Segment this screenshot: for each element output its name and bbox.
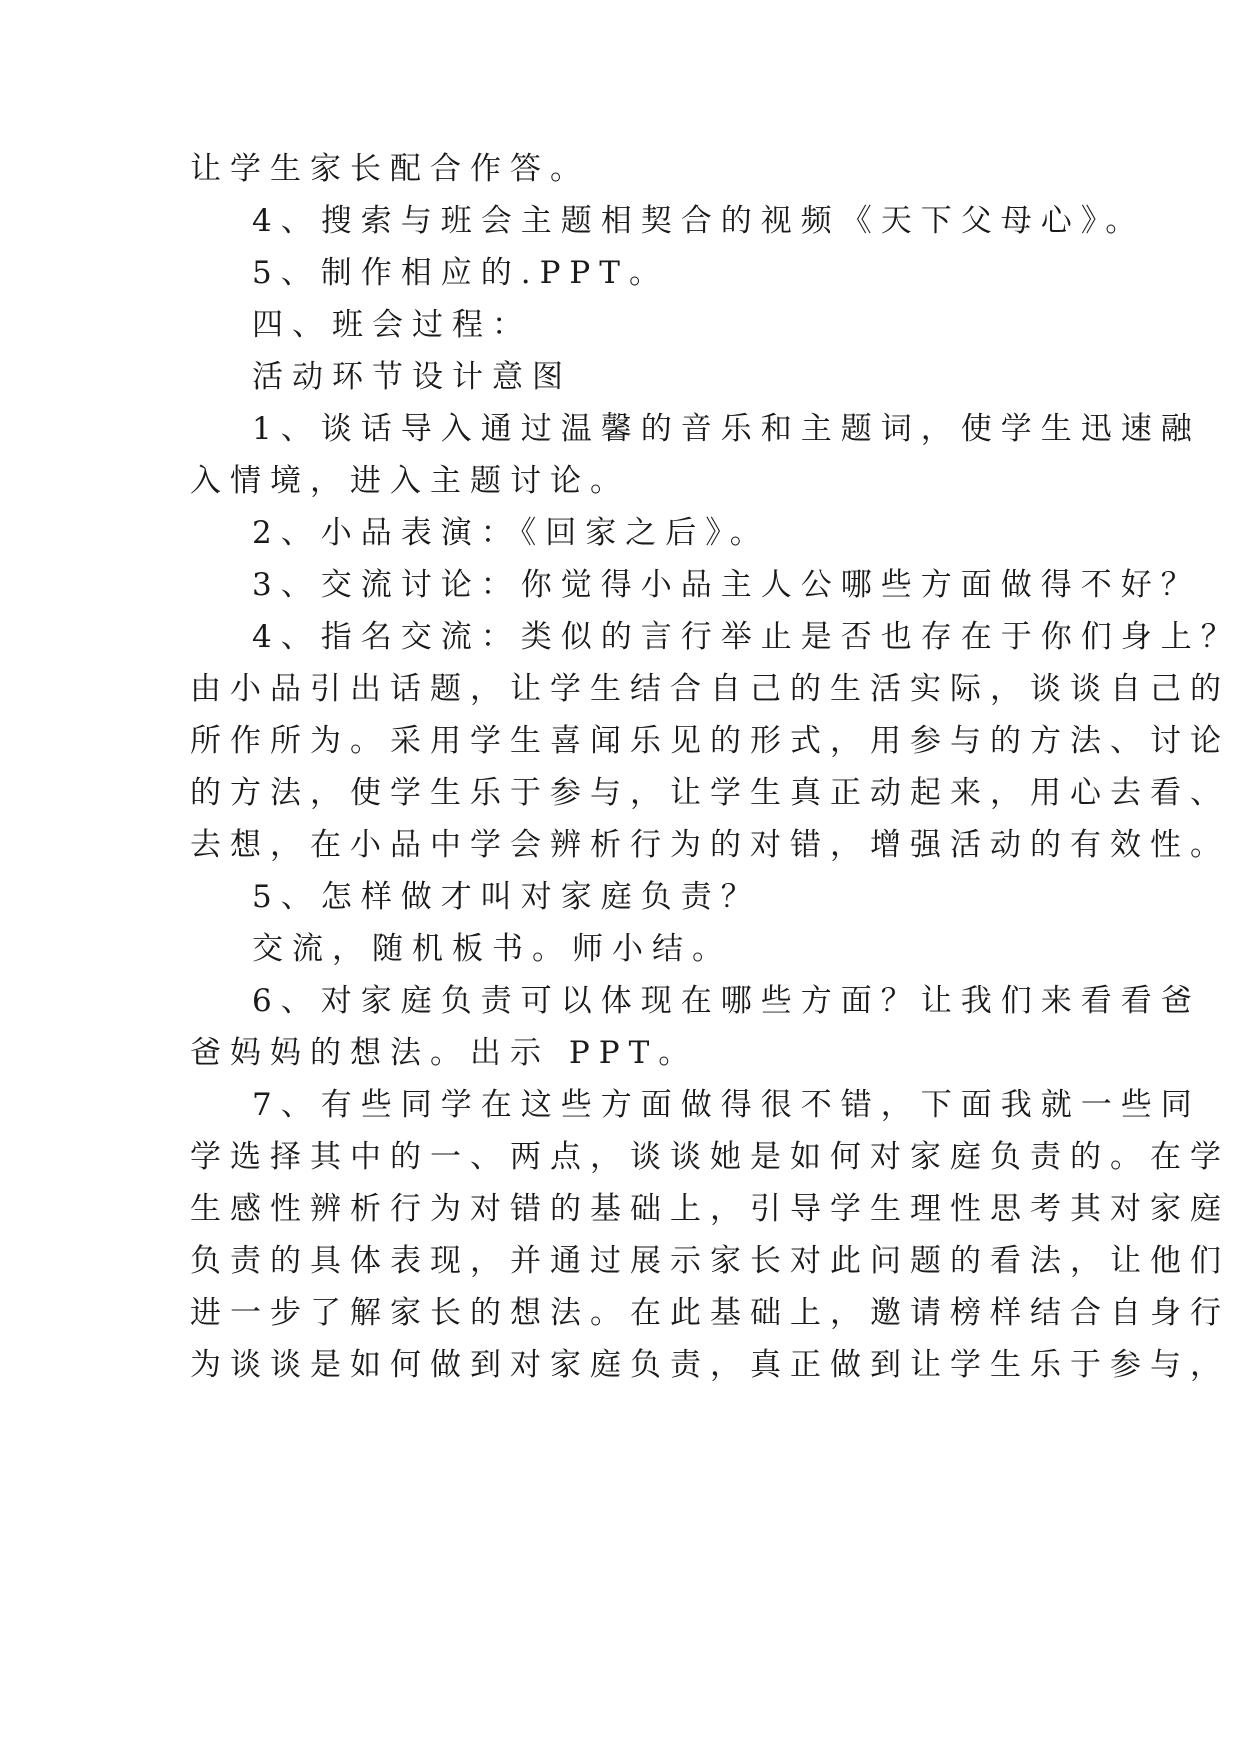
paragraph-line: 的方法，使学生乐于参与，让学生真正动起来，用心去看、 xyxy=(190,775,1230,811)
paragraph-line: 所作所为。采用学生喜闻乐见的形式，用参与的方法、讨论 xyxy=(190,723,1230,759)
paragraph-line: 去想，在小品中学会辨析行为的对错，增强活动的有效性。 xyxy=(190,827,1230,863)
paragraph-line: 学选择其中的一、两点，谈谈她是如何对家庭负责的。在学 xyxy=(190,1139,1230,1175)
paragraph-line: 交流，随机板书。师小结。 xyxy=(252,931,732,967)
list-item: 7、有些同学在这些方面做得很不错，下面我就一些同 xyxy=(252,1087,1201,1123)
paragraph-line: 让学生家长配合作答。 xyxy=(190,151,590,187)
paragraph-line: 生感性辨析行为对错的基础上，引导学生理性思考其对家庭 xyxy=(190,1191,1230,1227)
paragraph-line: 入情境，进入主题讨论。 xyxy=(190,463,630,499)
list-item: 5、制作相应的.PPT。 xyxy=(252,255,669,291)
list-item: 2、小品表演：《回家之后》。 xyxy=(252,515,770,551)
list-item: 5、怎样做才叫对家庭负责？ xyxy=(252,879,761,915)
paragraph-line: 进一步了解家长的想法。在此基础上，邀请榜样结合自身行 xyxy=(190,1295,1230,1331)
list-item: 6、对家庭负责可以体现在哪些方面？让我们来看看爸 xyxy=(252,983,1201,1019)
paragraph-line: 为谈谈是如何做到对家庭负责，真正做到让学生乐于参与， xyxy=(190,1347,1230,1383)
paragraph-line: 爸妈妈的想法。出示 PPT。 xyxy=(190,1035,699,1071)
list-item: 1、谈话导入通过温馨的音乐和主题词，使学生迅速融 xyxy=(252,411,1201,447)
section-heading: 四、班会过程： xyxy=(252,307,532,343)
table-header: 活动环节设计意图 xyxy=(252,359,572,395)
paragraph-line: 负责的具体表现，并通过展示家长对此问题的看法，让他们 xyxy=(190,1243,1230,1279)
list-item: 4、搜索与班会主题相契合的视频《天下父母心》。 xyxy=(252,203,1146,239)
list-item: 4、指名交流：类似的言行举止是否也存在于你们身上？ xyxy=(252,619,1241,655)
list-item: 3、交流讨论：你觉得小品主人公哪些方面做得不好？ xyxy=(252,567,1201,603)
paragraph-line: 由小品引出话题，让学生结合自己的生活实际，谈谈自己的 xyxy=(190,671,1230,707)
